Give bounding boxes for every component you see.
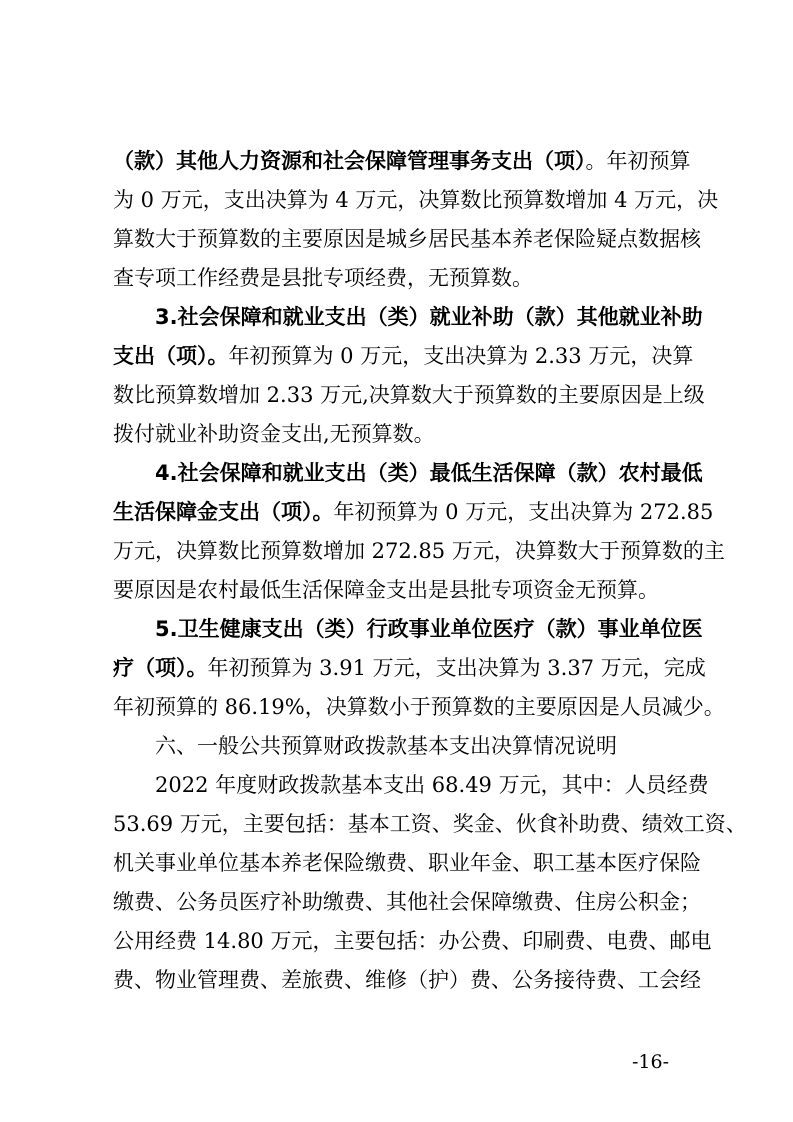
- paragraph-3-line-3: 万元，决算数比预算数增加 272.85 万元，决算数大于预算数的主: [113, 539, 725, 563]
- paragraph-2-line-4: 拨付就业补助资金支出,无预算数。: [113, 422, 435, 446]
- paragraph-5-line-5: 公用经费 14.80 万元，主要包括：办公费、印刷费、电费、邮电: [113, 929, 712, 953]
- paragraph-5-line-6: 费、物业管理费、差旅费、维修（护）费、公务接待费、工会经: [113, 968, 701, 992]
- paragraph-1-line-2: 为 0 万元，支出决算为 4 万元，决算数比预算数增加 4 万元，决: [113, 188, 719, 212]
- paragraph-1-line-4: 查专项工作经费是县批专项经费，无预算数。: [113, 266, 533, 290]
- paragraph-3-line-1: [155, 460, 703, 486]
- paragraph-4-line-1: [155, 616, 703, 642]
- paragraph-1-line-3: 算数大于预算数的主要原因是城乡居民基本养老保险疑点数据核: [113, 227, 701, 251]
- paragraph-1-text: 。年初预算: [585, 149, 691, 173]
- page-number: -16-: [632, 1051, 670, 1073]
- paragraph-1-bold-title: （款）其他人力资源和社会保障管理事务支出（项）: [113, 149, 586, 173]
- paragraph-2-line-1: [155, 304, 703, 330]
- paragraph-2-line-2: [113, 343, 694, 369]
- paragraph-5-line-1: 2022 年度财政拨款基本支出 68.49 万元，其中：人员经费: [155, 773, 709, 797]
- paragraph-4-line-3: 年初预算的 86.19%，决算数小于预算数的主要原因是人员减少。: [113, 695, 725, 719]
- paragraph-3-bold-title: 4.社会保障和就业支出（类）最低生活保障（款）农村最低: [155, 461, 703, 485]
- section-heading: 六、一般公共预算财政拨款基本支出决算情况说明: [155, 734, 617, 758]
- paragraph-3-text: 年初预算为 0 万元，支出决算为 272.85: [333, 500, 714, 524]
- paragraph-3-bold-title-end: 生活保障金支出（项）。: [113, 500, 334, 524]
- paragraph-5-line-2: 53.69 万元，主要包括：基本工资、奖金、伙食补助费、绩效工资、: [113, 812, 747, 836]
- paragraph-2-bold-title-end: 支出（项）。: [113, 344, 229, 368]
- paragraph-2-line-3: 数比预算数增加 2.33 万元,决算数大于预算数的主要原因是上级: [113, 383, 705, 407]
- paragraph-3-line-2: [113, 499, 714, 525]
- paragraph-4-text: 年初预算为 3.91 万元，支出决算为 3.37 万元，完成: [207, 656, 706, 680]
- paragraph-4-line-2: [113, 655, 706, 681]
- paragraph-4-bold-title: 5.卫生健康支出（类）行政事业单位医疗（款）事业单位医: [155, 617, 703, 641]
- paragraph-3-line-4: 要原因是农村最低生活保障金支出是县批专项资金无预算。: [113, 578, 659, 602]
- paragraph-1-line-1: [113, 148, 691, 174]
- paragraph-5-line-4: 缴费、公务员医疗补助缴费、其他社会保障缴费、住房公积金；: [113, 890, 701, 914]
- paragraph-2-bold-title: 3.社会保障和就业支出（类）就业补助（款）其他就业补助: [155, 305, 703, 329]
- paragraph-4-bold-title-end: 疗（项）。: [113, 656, 208, 680]
- paragraph-5-line-3: 机关事业单位基本养老保险缴费、职业年金、职工基本医疗保险: [113, 851, 701, 875]
- paragraph-2-text: 年初预算为 0 万元，支出决算为 2.33 万元，决算: [228, 344, 694, 368]
